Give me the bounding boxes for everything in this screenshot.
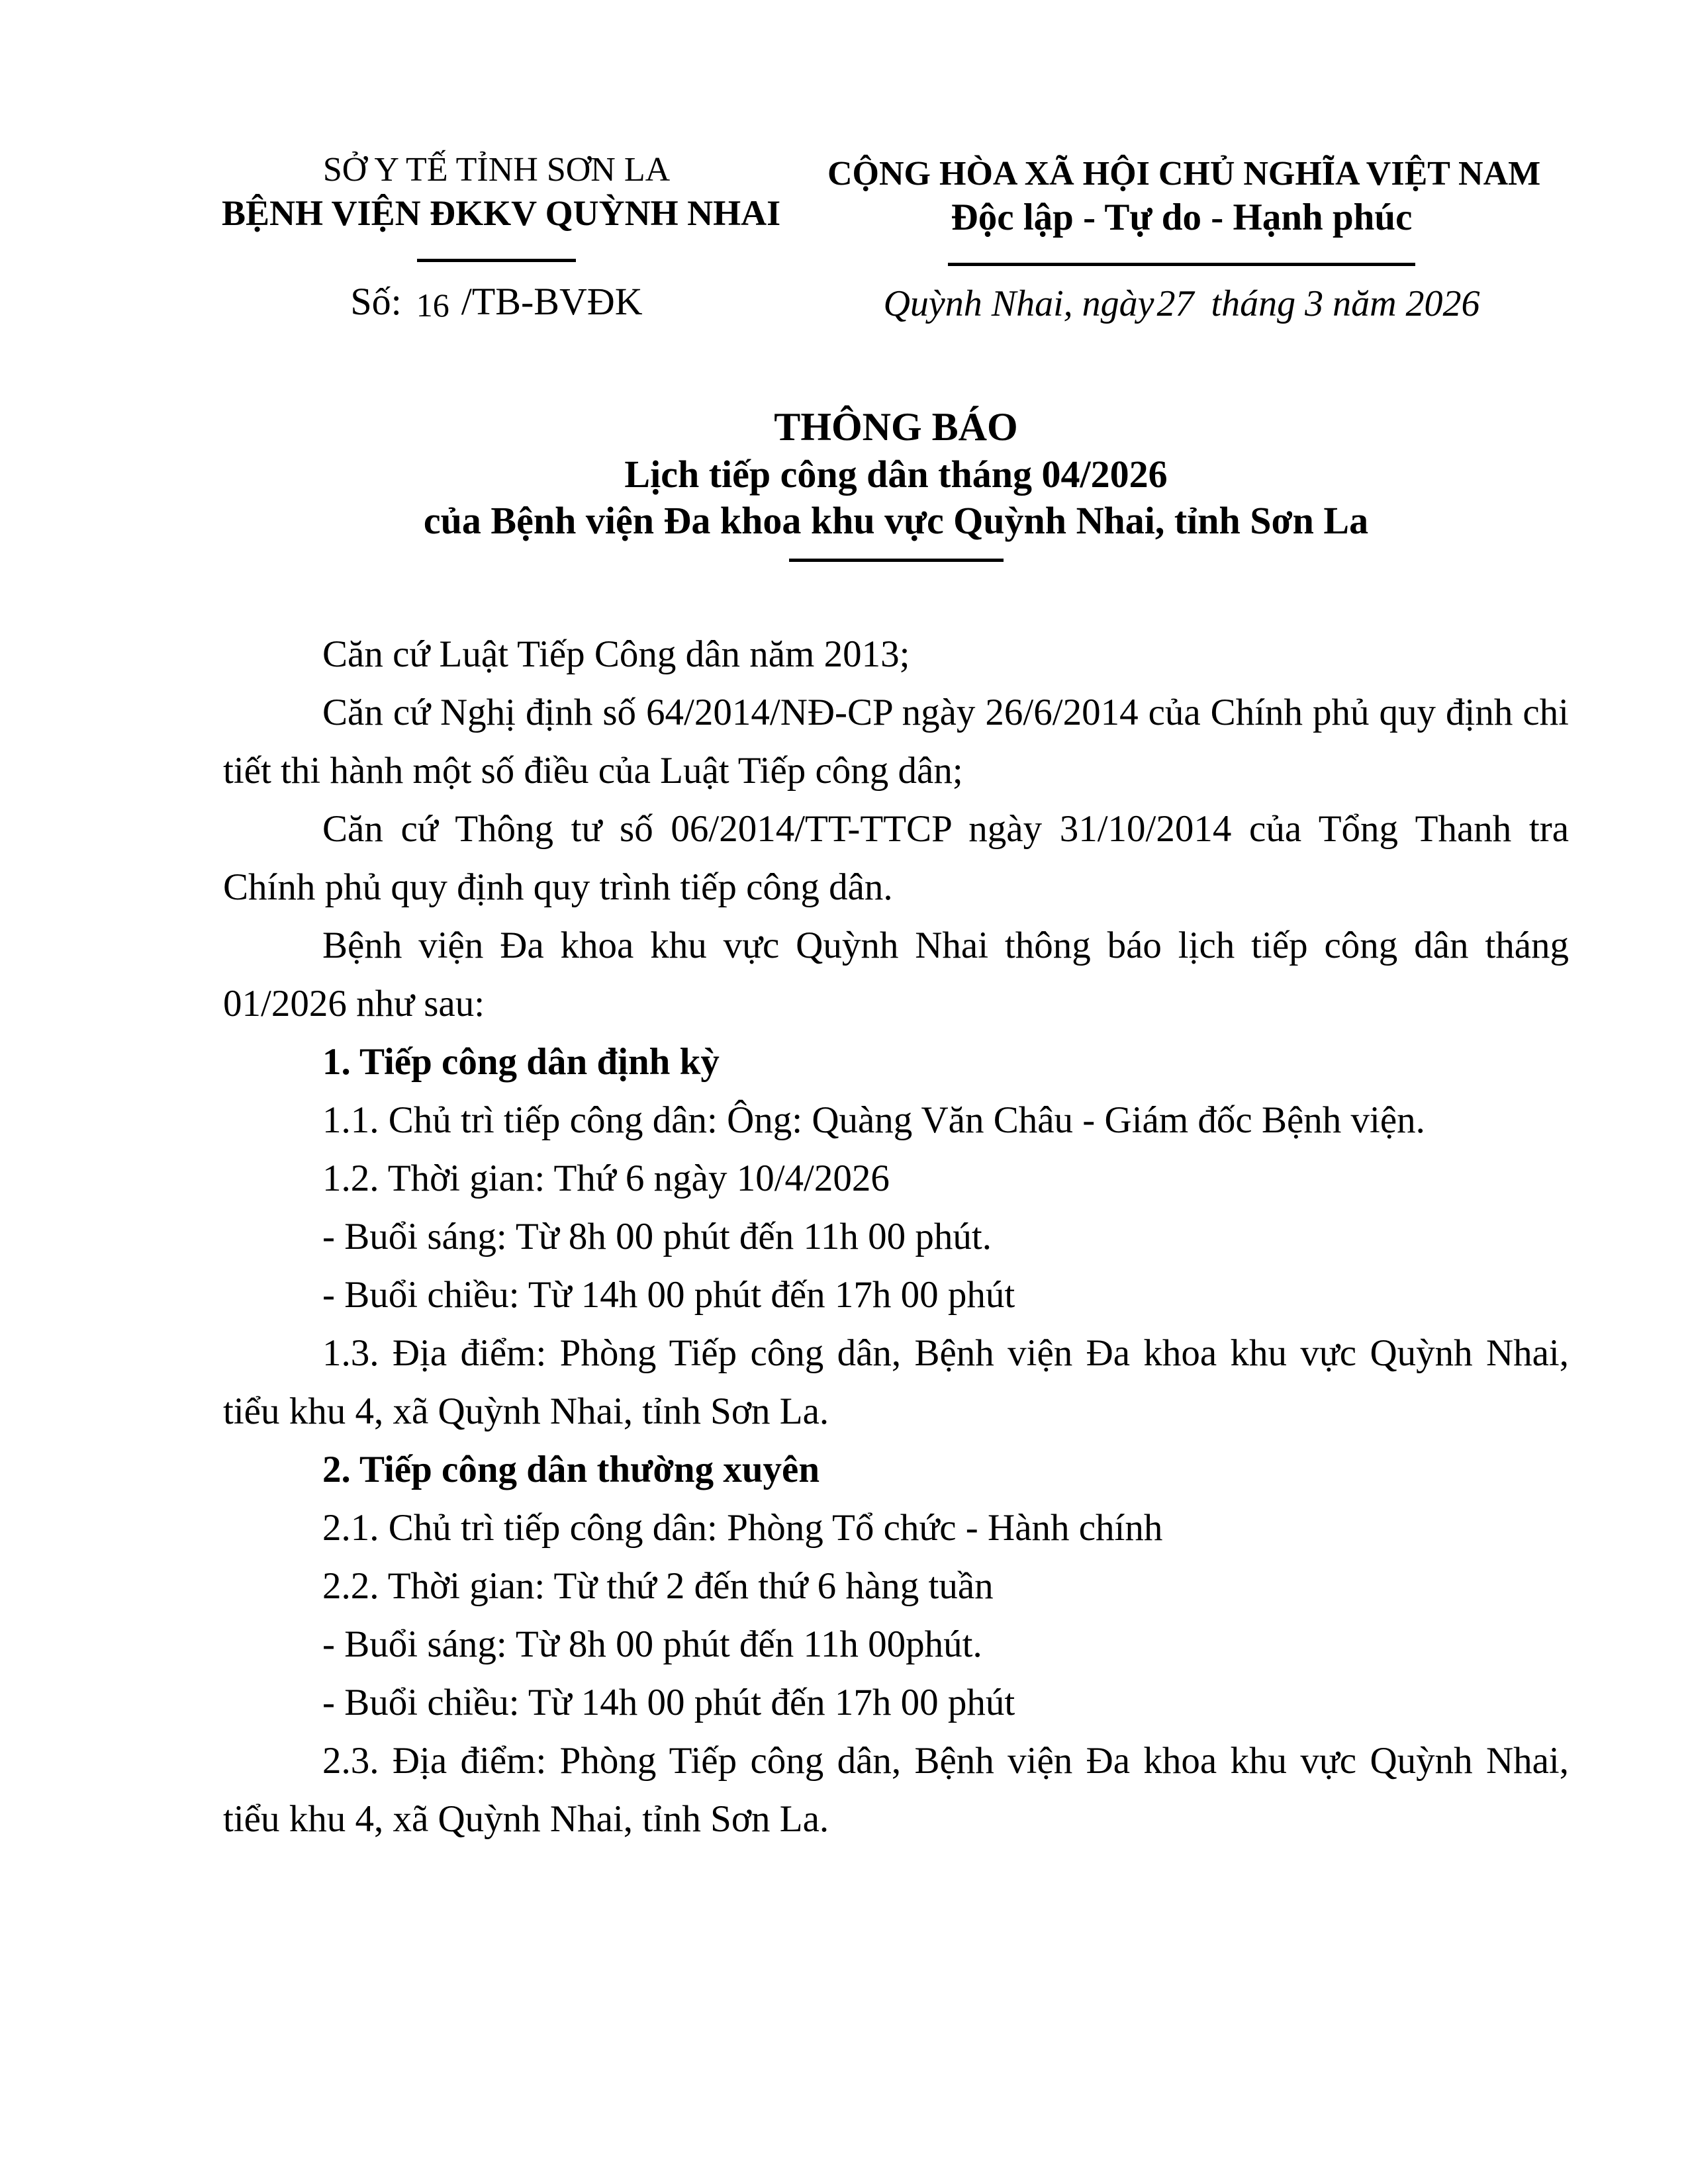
doc-number-suffix: /TB-BVĐK [461, 280, 643, 323]
header-right [827, 153, 1541, 327]
paragraph-2-morning: - Buổi sáng: Từ 8h 00 phút đến 11h 00phút. [322, 1623, 982, 1665]
title-separator [789, 559, 1004, 562]
parent-org-name: SỞ Y TẾ TỈNH SƠN LA [322, 151, 671, 189]
header-left [222, 149, 781, 327]
section-heading-2: 2. Tiếp công dân thường xuyên [322, 1449, 820, 1490]
place-date-day: 27 [1156, 283, 1194, 324]
place-date-suffix: tháng 3 năm 2026 [1211, 283, 1480, 324]
document-body [223, 625, 1569, 1848]
doc-number-value: 16 [416, 287, 449, 324]
paragraph-legal-basis-3: Căn cứ Thông tư số 06/2014/TT-TTCP ngày 31/10/2014 của Tổng Thanh tra Chính phủ quy định quy trình tiếp công dân. [223, 808, 1569, 908]
doc-number-label: Số: [350, 280, 402, 323]
paragraph-1-morning: - Buổi sáng: Từ 8h 00 phút đến 11h 00 phút. [322, 1216, 992, 1257]
paragraph-announcement-intro: Bệnh viện Đa khoa khu vực Quỳnh Nhai thông báo lịch tiếp công dân tháng 01/2026 như sau: [223, 925, 1569, 1024]
doc-subtitle-2: của Bệnh viện Đa khoa khu vực Quỳnh Nhai, tỉnh Sơn La [423, 499, 1369, 542]
paragraph-1-2-time: 1.2. Thời gian: Thứ 6 ngày 10/4/2026 [322, 1158, 890, 1199]
title-block [223, 402, 1569, 562]
paragraph-2-3-location: 2.3. Địa điểm: Phòng Tiếp công dân, Bệnh viện Đa khoa khu vực Quỳnh Nhai, tiểu khu 4, xã Quỳnh Nhai, tỉnh Sơn La. [223, 1740, 1569, 1840]
paragraph-1-3-location: 1.3. Địa điểm: Phòng Tiếp công dân, Bệnh viện Đa khoa khu vực Quỳnh Nhai, tiểu khu 4, xã Quỳnh Nhai, tỉnh Sơn La. [223, 1332, 1569, 1432]
org-name: BỆNH VIỆN ĐKKV QUỲNH NHAI [222, 193, 781, 233]
national-motto-line2: Độc lập - Tự do - Hạnh phúc [951, 197, 1413, 238]
paragraph-2-1-chair: 2.1. Chủ trì tiếp công dân: Phòng Tổ chức - Hành chính [322, 1507, 1163, 1549]
section-heading-1: 1. Tiếp công dân định kỳ [322, 1041, 720, 1083]
doc-subtitle-1: Lịch tiếp công dân tháng 04/2026 [624, 453, 1168, 496]
paragraph-legal-basis-1: Căn cứ Luật Tiếp Công dân năm 2013; [322, 633, 910, 675]
paragraph-legal-basis-2: Căn cứ Nghị định số 64/2014/NĐ-CP ngày 26/6/2014 của Chính phủ quy định chi tiết thi hành một số điều của Luật Tiếp công dân; [223, 692, 1569, 792]
header-left-separator [417, 259, 576, 262]
paragraph-1-1-chair: 1.1. Chủ trì tiếp công dân: Ông: Quàng Văn Châu - Giám đốc Bệnh viện. [322, 1099, 1425, 1141]
place-date-line [827, 281, 1536, 327]
paragraph-2-afternoon: - Buổi chiều: Từ 14h 00 phút đến 17h 00 phút [322, 1682, 1015, 1723]
national-motto-line1: CỘNG HÒA XÃ HỘI CHỦ NGHĨA VIỆT NAM [827, 155, 1541, 193]
doc-number-line [222, 278, 771, 327]
paragraph-2-2-time: 2.2. Thời gian: Từ thứ 2 đến thứ 6 hàng tuần [322, 1565, 994, 1607]
paragraph-1-afternoon: - Buổi chiều: Từ 14h 00 phút đến 17h 00 phút [322, 1274, 1015, 1316]
doc-title: THÔNG BÁO [774, 405, 1018, 449]
header-right-separator [948, 263, 1415, 266]
place-date-prefix: Quỳnh Nhai, ngày [883, 283, 1154, 324]
